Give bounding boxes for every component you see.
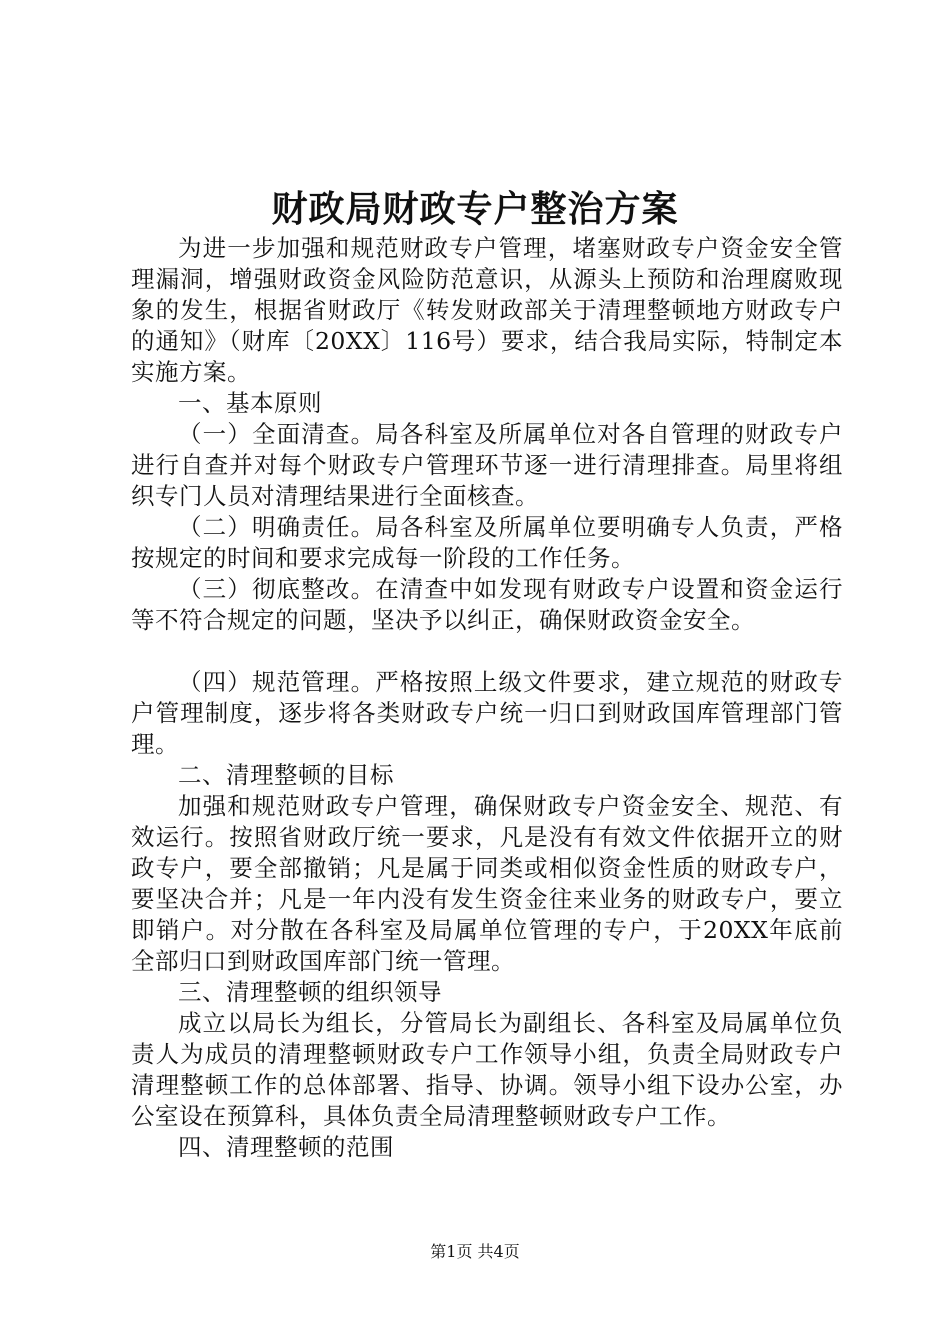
organization-paragraph: 成立以局长为组长，分管局长为副组长、各科室及局属单位负责人为成员的清理整顿财政专户工作领导小组，负责全局财政专户清理整顿工作的总体部署、指导、协调。领导小组下设办公室，办公室设在预算科，具体负责全局清理整顿财政专户工作。 [131,1009,843,1130]
document-title: 财政局财政专户整治方案 [271,188,679,230]
page-footer: 第1页 共4页 [430,1242,520,1261]
principle-paragraph-1: （一）全面清查。局各科室及所属单位对各自管理的财政专户进行自查并对每个财政专户管理环节逐一进行清理排查。局里将组织专门人员对清理结果进行全面核查。 [131,420,843,510]
paragraph-spacer [131,636,843,667]
section-heading-organization: 三、清理整顿的组织领导 [178,978,442,1006]
principle-paragraph-4: （四）规范管理。严格按照上级文件要求，建立规范的财政专户管理制度，逐步将各类财政专户统一归口到财政国库管理部门管理。 [131,668,843,758]
section-heading-scope: 四、清理整顿的范围 [178,1133,394,1161]
section-heading-goals: 二、清理整顿的目标 [178,761,394,789]
section-heading-principles: 一、基本原则 [178,389,322,417]
principle-paragraph-3: （三）彻底整改。在清查中如发现有财政专户设置和资金运行等不符合规定的问题，坚决予以纠正，确保财政资金安全。 [131,575,843,634]
document-body [131,233,843,1163]
goals-paragraph: 加强和规范财政专户管理，确保财政专户资金安全、规范、有效运行。按照省财政厅统一要求，凡是没有有效文件依据开立的财政专户，要全部撤销；凡是属于同类或相似资金性质的财政专户，要坚决合并；凡是一年内没有发生资金往来业务的财政专户，要立即销户。对分散在各科室及局属单位管理的专户，于20XX年底前全部归口到财政国库部门统一管理。 [131,792,843,975]
principle-paragraph-2: （二）明确责任。局各科室及所属单位要明确专人负责，严格按规定的时间和要求完成每一阶段的工作任务。 [131,513,843,572]
intro-paragraph: 为进一步加强和规范财政专户管理，堵塞财政专户资金安全管理漏洞，增强财政资金风险防范意识，从源头上预防和治理腐败现象的发生，根据省财政厅《转发财政部关于清理整顿地方财政专户的通知》（财库〔20XX〕116号）要求，结合我局实际，特制定本实施方案。 [131,234,843,386]
